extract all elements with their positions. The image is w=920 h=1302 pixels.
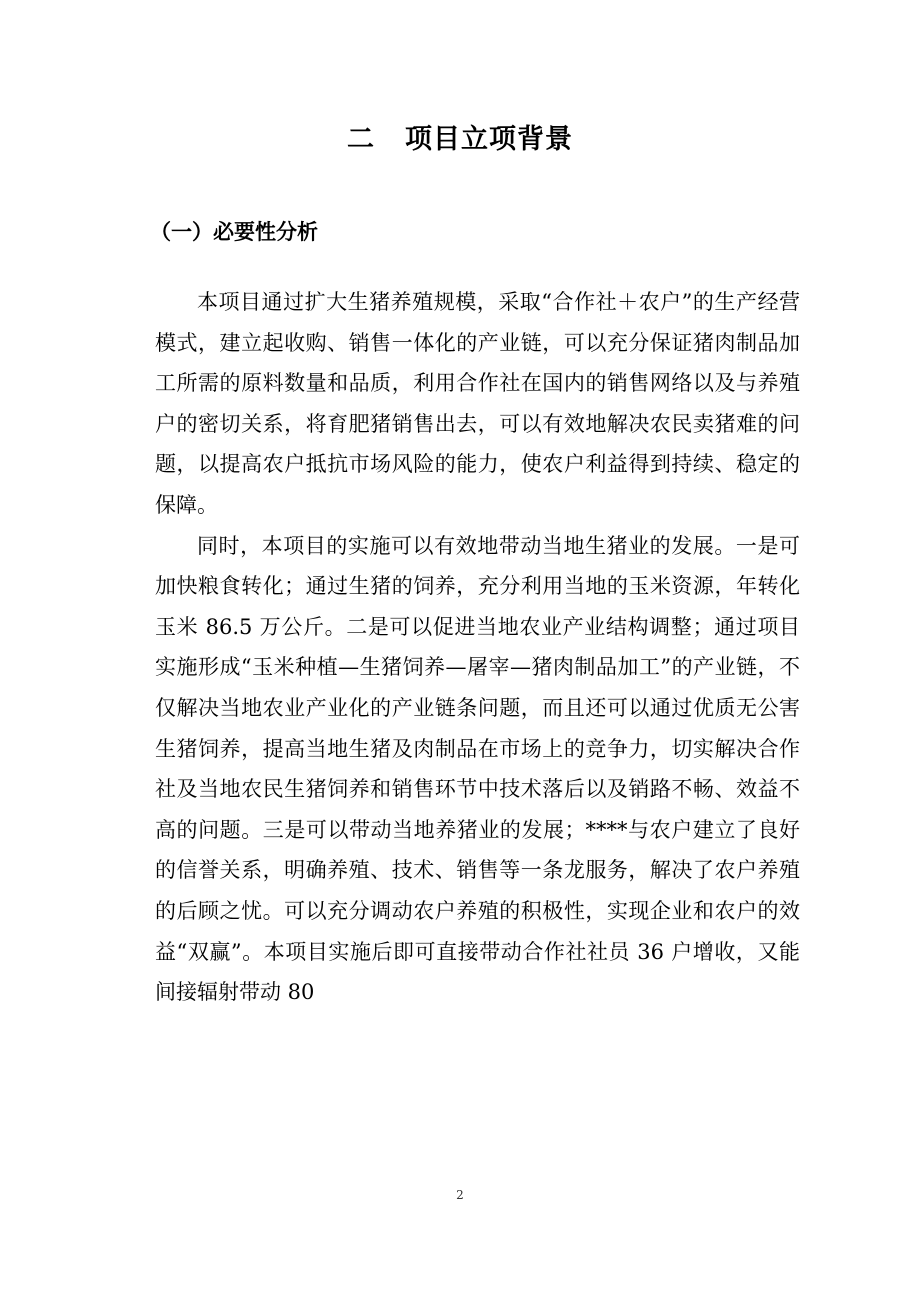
chapter-number: 二: [347, 124, 375, 155]
chapter-title: [0, 118, 920, 162]
section-title: （一）必要性分析: [150, 220, 318, 244]
chapter-title-text: 项目立项背景: [405, 124, 573, 155]
paragraph: 本项目通过扩大生猪养殖规模，采取“合作社＋农户”的生产经营模式，建立起收购、销售一体化的产业链，可以充分保证猪肉制品加工所需的原料数量和品质，利用合作社在国内的销售网络以及与养殖户的密切关系，将育肥猪销售出去，可以有效地解决农民卖猪难的问题，以提高农户抵抗市场风险的能力，使农户利益得到持续、稳定的保障。: [155, 290, 800, 517]
paragraph: 同时，本项目的实施可以有效地带动当地生猪业的发展。一是可加快粮食转化；通过生猪的饲养，充分利用当地的玉米资源，年转化玉米 86.5 万公斤。二是可以促进当地农业产业结构调整；通过项目实施形成“玉米种植—生猪饲养—屠宰—猪肉制品加工”的产业链，不仅解决当地农业产业化的产业链条问题，而且还可以通过优质无公害生猪饲养，提高当地生猪及肉制品在市场上的竞争力，切实解决合作社及当地农民生猪饲养和销售环节中技术落后以及销路不畅、效益不高的问题。三是可以带动当地养猪业的发展；****与农户建立了良好的信誉关系，明确养殖、技术、销售等一条龙服务，解决了农户养殖的后顾之忧。可以充分调动农户养殖的积极性，实现企业和农户的效益“双赢”。本项目实施后即可直接带动合作社社员 36 户增收，又能间接辐射带动 80: [155, 533, 800, 1005]
page-number: 2: [456, 1188, 464, 1202]
body-text: [155, 282, 800, 1013]
